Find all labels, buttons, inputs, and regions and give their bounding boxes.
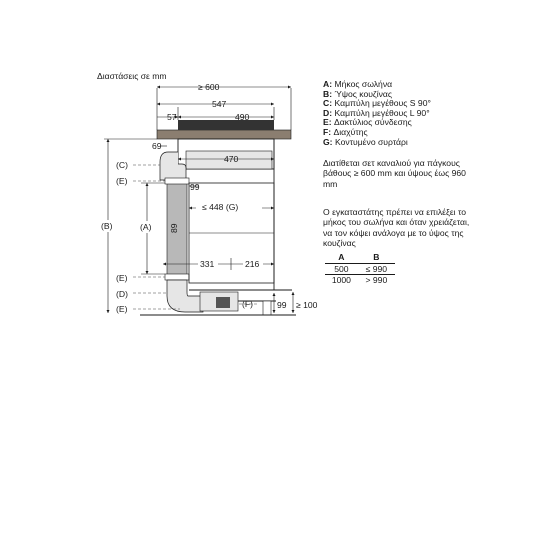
legend-item: C: Καμπύλη μεγέθους S 90° [323,98,431,109]
dim-600: ≥ 600 [198,82,220,92]
table-row [325,275,395,286]
legend-item: D: Καμπύλη μεγέθους L 90° [323,107,430,118]
countertop [157,130,291,139]
label-d: (D) [116,289,128,299]
table-row [325,263,395,275]
table-header-a: A [325,252,358,263]
table-cell: > 990 [365,275,388,286]
label-a: (A) [140,222,152,232]
table-cell: ≤ 990 [358,263,395,275]
legend-item: B: Ύψος κουζίνας [323,88,393,99]
dim-89: 89 [169,223,179,233]
dim-448-g: ≤ 448 (G) [202,202,239,212]
dim-99-a: 99 [190,182,200,192]
table-cell: 1000 [331,275,351,286]
dim-547: 547 [212,99,227,109]
dim-216: 216 [245,259,260,269]
page-title: Διαστάσεις σε mm [97,71,167,81]
hob-unit [178,120,274,130]
connection-ring-lower [165,274,189,280]
dim-331: 331 [200,259,215,269]
cabinet-foot [263,301,271,315]
label-e-lower: (E) [116,304,128,314]
legend-item: G: Κοντυμένο συρτάρι [323,136,408,147]
legend-item: F: Διαχύτης [323,126,368,137]
legend-item: E: Δακτύλιος σύνδεσης [323,117,412,128]
dim-57: 57 [167,112,177,122]
dim-99-b: 99 [277,300,287,310]
note-installer: Ο εγκαταστάτης πρέπει να επιλέξει το μήκος του σωλήνα και όταν χρειάζεται, να τον κόψει ανάλογα με το ύψος της κουζίνας [323,207,470,249]
legend [323,80,493,147]
label-e-middle: (E) [116,273,128,283]
table-header-b: B [358,252,395,263]
label-b: (B) [101,221,113,231]
note-channel-kit: Διατίθεται σετ καναλιού για πάγκους βάθους ≥ 600 mm και ύψους έως 960 mm [323,158,466,189]
dim-470: 470 [224,154,239,164]
length-height-table [325,252,395,286]
legend-item: A: Μήκος σωλήνα [323,79,393,89]
bend-l-duct [167,280,203,312]
label-f: (F) [242,299,253,309]
label-c: (C) [116,160,128,170]
dim-100: ≥ 100 [296,300,318,310]
label-e-upper: (E) [116,176,128,186]
dim-69: 69 [152,141,162,151]
dim-490: 490 [235,112,250,122]
table-cell: 500 [325,263,358,275]
connection-ring-upper [165,178,189,184]
